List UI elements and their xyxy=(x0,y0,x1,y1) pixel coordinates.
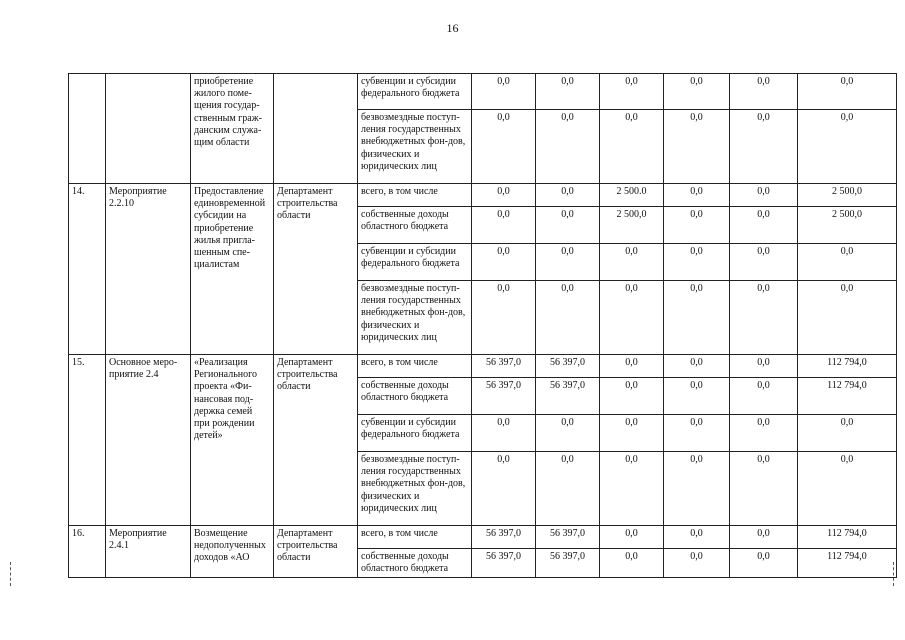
cell-amount: 112 794,0 xyxy=(798,526,897,549)
table-row xyxy=(69,184,897,207)
cell-amount: 0,0 xyxy=(730,355,798,378)
cell-amount: 56 397,0 xyxy=(472,378,536,415)
cell-amount: 112 794,0 xyxy=(798,549,897,578)
cell-amount: 2 500,0 xyxy=(600,207,664,244)
cell-executor: Департамент строительства области xyxy=(274,355,358,526)
cell-amount: 0,0 xyxy=(798,415,897,452)
cell-amount: 0,0 xyxy=(600,526,664,549)
cell-funding-source: собственные доходы областного бюджета xyxy=(358,207,472,244)
cell-amount: 0,0 xyxy=(600,244,664,281)
cell-amount: 2 500,0 xyxy=(798,184,897,207)
cell-amount: 0,0 xyxy=(798,110,897,184)
cell-amount: 0,0 xyxy=(536,281,600,355)
cell-amount: 0,0 xyxy=(730,415,798,452)
cell-amount: 2 500.0 xyxy=(600,184,664,207)
cell-amount: 0,0 xyxy=(600,415,664,452)
cell-no: 16. xyxy=(69,526,106,578)
cell-amount: 0,0 xyxy=(536,207,600,244)
cell-amount: 0,0 xyxy=(664,526,730,549)
cell-amount: 0,0 xyxy=(730,549,798,578)
cell-amount: 0,0 xyxy=(664,549,730,578)
cell-amount: 0,0 xyxy=(472,74,536,110)
cut-mark-right xyxy=(893,562,895,586)
cell-amount: 0,0 xyxy=(472,452,536,526)
cell-amount: 56 397,0 xyxy=(472,549,536,578)
cell-amount: 56 397,0 xyxy=(536,378,600,415)
cell-no: 15. xyxy=(69,355,106,526)
cell-amount: 0,0 xyxy=(664,110,730,184)
cell-name: Мероприятие 2.4.1 xyxy=(106,526,191,578)
cell-amount: 0,0 xyxy=(730,378,798,415)
page-number: 16 xyxy=(446,21,459,35)
cell-amount: 0,0 xyxy=(600,378,664,415)
cell-amount: 0,0 xyxy=(536,415,600,452)
cell-amount: 0,0 xyxy=(730,184,798,207)
cell-amount: 0,0 xyxy=(798,452,897,526)
cell-amount: 0,0 xyxy=(798,74,897,110)
cell-amount: 0,0 xyxy=(536,110,600,184)
cell-amount: 0,0 xyxy=(730,452,798,526)
cell-amount: 0,0 xyxy=(600,110,664,184)
cell-amount: 0,0 xyxy=(730,74,798,110)
cell-funding-source: собственные доходы областного бюджета xyxy=(358,378,472,415)
cell-amount: 0,0 xyxy=(664,452,730,526)
cell-amount: 56 397,0 xyxy=(472,355,536,378)
cell-amount: 112 794,0 xyxy=(798,355,897,378)
cell-executor xyxy=(274,74,358,184)
cell-amount: 0,0 xyxy=(472,415,536,452)
cell-amount: 0,0 xyxy=(730,244,798,281)
cell-amount: 112 794,0 xyxy=(798,378,897,415)
cell-amount: 56 397,0 xyxy=(536,526,600,549)
cell-amount: 56 397,0 xyxy=(472,526,536,549)
cell-amount: 0,0 xyxy=(600,74,664,110)
cell-amount: 0,0 xyxy=(730,207,798,244)
cell-funding-source: всего, в том числе xyxy=(358,526,472,549)
cell-amount: 0,0 xyxy=(536,452,600,526)
cell-amount: 0,0 xyxy=(536,184,600,207)
cell-amount: 0,0 xyxy=(798,244,897,281)
cell-name: Основное меро-приятие 2.4 xyxy=(106,355,191,526)
cell-description: «Реализация Регионального проекта «Фи-нансовая под-держка семей при рождении детей» xyxy=(191,355,274,526)
cell-amount: 0,0 xyxy=(600,281,664,355)
cell-funding-source: субвенции и субсидии федерального бюджета xyxy=(358,74,472,110)
cell-amount: 0,0 xyxy=(600,452,664,526)
table-row xyxy=(69,74,897,110)
cell-amount: 0,0 xyxy=(536,74,600,110)
table-row xyxy=(69,526,897,549)
cell-description: приобретение жилого поме-щения государ-ственным граж-данским служа-щим области xyxy=(191,74,274,184)
cell-amount: 0,0 xyxy=(472,281,536,355)
cell-amount: 0,0 xyxy=(664,74,730,110)
cut-mark-left xyxy=(10,562,12,586)
cell-description: Предоставление единовременной субсидии на приобретение жилья пригла-шенным спе-циалистам xyxy=(191,184,274,355)
cell-amount: 0,0 xyxy=(664,415,730,452)
cell-name xyxy=(106,74,191,184)
cell-funding-source: собственные доходы областного бюджета xyxy=(358,549,472,578)
cell-funding-source: всего, в том числе xyxy=(358,184,472,207)
cell-amount: 0,0 xyxy=(664,244,730,281)
cell-amount: 0,0 xyxy=(798,281,897,355)
cell-amount: 56 397,0 xyxy=(536,549,600,578)
cell-amount: 0,0 xyxy=(472,244,536,281)
cell-amount: 0,0 xyxy=(472,110,536,184)
cell-amount: 0,0 xyxy=(730,281,798,355)
cell-amount: 0,0 xyxy=(664,184,730,207)
cell-no: 14. xyxy=(69,184,106,355)
cell-amount: 0,0 xyxy=(664,355,730,378)
cell-funding-source: субвенции и субсидии федерального бюджета xyxy=(358,415,472,452)
cell-description: Возмещение недополученных доходов «АО xyxy=(191,526,274,578)
budget-table xyxy=(68,73,897,578)
cell-amount: 0,0 xyxy=(472,184,536,207)
cell-amount: 0,0 xyxy=(730,110,798,184)
cell-executor: Департамент строительства области xyxy=(274,184,358,355)
cell-funding-source: безвозмездные поступ-ления государственных внебюджетных фон-дов, физических и юридических лиц xyxy=(358,110,472,184)
table-row xyxy=(69,355,897,378)
cell-funding-source: субвенции и субсидии федерального бюджета xyxy=(358,244,472,281)
cell-amount: 0,0 xyxy=(600,355,664,378)
cell-amount: 0,0 xyxy=(664,378,730,415)
cell-amount: 2 500,0 xyxy=(798,207,897,244)
cell-amount: 0,0 xyxy=(664,281,730,355)
cell-amount: 56 397,0 xyxy=(536,355,600,378)
cell-funding-source: всего, в том числе xyxy=(358,355,472,378)
cell-executor: Департамент строительства области xyxy=(274,526,358,578)
cell-amount: 0,0 xyxy=(664,207,730,244)
cell-amount: 0,0 xyxy=(536,244,600,281)
cell-name: Мероприятие 2.2.10 xyxy=(106,184,191,355)
cell-funding-source: безвозмездные поступ-ления государственных внебюджетных фон-дов, физических и юридических лиц xyxy=(358,452,472,526)
cell-no xyxy=(69,74,106,184)
cell-amount: 0,0 xyxy=(600,549,664,578)
cell-amount: 0,0 xyxy=(472,207,536,244)
cell-amount: 0,0 xyxy=(730,526,798,549)
cell-funding-source: безвозмездные поступ-ления государственных внебюджетных фон-дов, физических и юридических лиц xyxy=(358,281,472,355)
